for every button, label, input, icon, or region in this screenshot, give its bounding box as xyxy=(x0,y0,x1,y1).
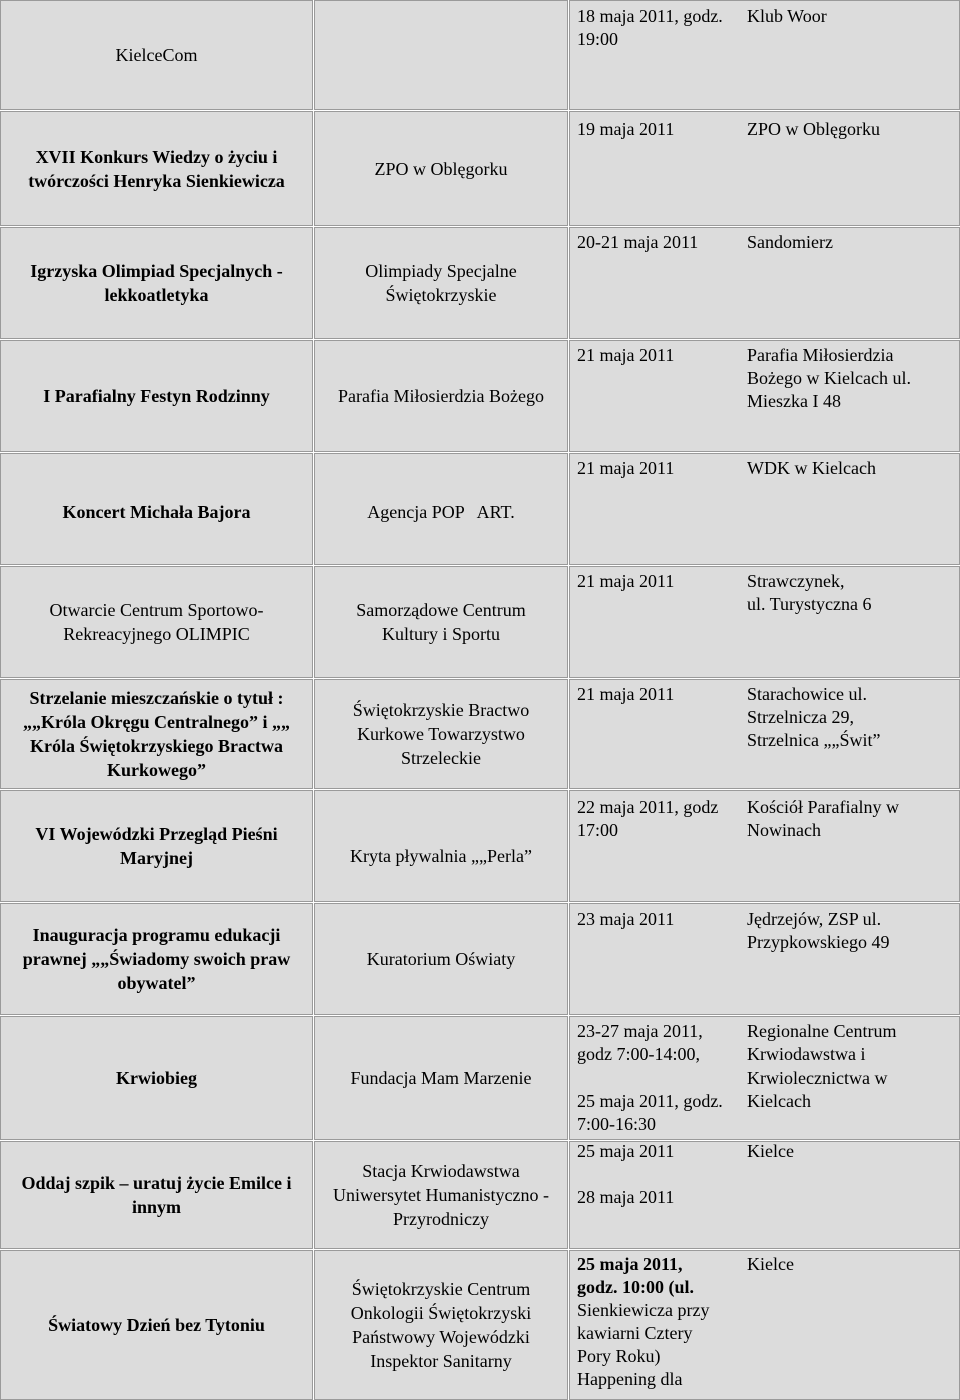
event-name-cell xyxy=(0,679,313,789)
date-place-cell xyxy=(569,340,960,452)
event-date-line: 25 maja 2011 xyxy=(577,1141,675,1161)
event-name: KielceCom xyxy=(115,45,198,65)
event-date-line: 23-27 maja 2011, xyxy=(577,1021,703,1041)
event-name-cell xyxy=(0,790,313,902)
date-place-cell xyxy=(569,903,960,1015)
event-place-line: Mieszka I 48 xyxy=(747,391,841,411)
organizer-cell xyxy=(314,0,568,110)
event-date-line: godz. 10:00 (ul. xyxy=(577,1277,694,1297)
event-organizer: Stacja Krwiodawstwa Uniwersytet Humanistyczno - Przyrodniczy xyxy=(333,1161,549,1229)
event-place-line: Jędrzejów, ZSP ul. xyxy=(747,909,882,929)
organizer-cell xyxy=(314,790,568,902)
event-name-cell xyxy=(0,1141,313,1249)
event-name-cell xyxy=(0,1250,313,1400)
event-name: Strzelanie mieszczańskie o tytuł : „„Króla Okręgu Centralnego” i „„ Króla Świętokrzyskiego Bractwa Kurkowego” xyxy=(23,688,290,780)
organizer-cell xyxy=(314,1250,568,1400)
organizer-cell xyxy=(314,227,568,339)
event-place-line: ZPO w Oblęgorku xyxy=(747,119,880,139)
organizer-cell xyxy=(314,1016,568,1140)
date-place-cell xyxy=(569,227,960,339)
event-name-cell xyxy=(0,453,313,565)
event-name: Koncert Michała Bajora xyxy=(62,502,251,522)
event-organizer: Kuratorium Oświaty xyxy=(366,949,516,969)
event-organizer: Parafia Miłosierdzia Bożego xyxy=(338,386,544,406)
event-name-cell xyxy=(0,340,313,452)
date-place-cell xyxy=(569,1250,960,1400)
event-date-line: Sienkiewicza przy xyxy=(577,1300,710,1320)
event-place-line: Krwiolecznictwa w xyxy=(747,1068,888,1088)
event-place-line: Kielcach xyxy=(747,1091,811,1111)
organizer-cell xyxy=(314,1141,568,1249)
event-organizer: Agencja POP ART. xyxy=(367,502,515,522)
event-name: Igrzyska Olimpiad Specjalnych - lekkoatletyka xyxy=(30,261,283,305)
event-date-line: 18 maja 2011, godz. xyxy=(577,6,723,26)
event-name-cell xyxy=(0,903,313,1015)
event-date-line: 20-21 maja 2011 xyxy=(577,232,699,252)
event-organizer: ZPO w Oblęgorku xyxy=(374,158,508,179)
organizer-cell xyxy=(314,340,568,452)
event-organizer: Kryta pływalnia „„Perla” xyxy=(350,846,532,866)
event-date-line: 19:00 xyxy=(577,29,619,49)
event-name: Otwarcie Centrum Sportowo-Rekreacyjnego OLIMPIC xyxy=(49,600,264,644)
event-date-line: godz 7:00-14:00, xyxy=(577,1044,700,1064)
event-date-line: 21 maja 2011 xyxy=(577,458,675,478)
event-date-line: 7:00-16:30 xyxy=(577,1114,656,1134)
event-place-line: Krwiodawstwa i xyxy=(747,1044,866,1064)
event-date-line: 25 maja 2011, xyxy=(577,1254,683,1274)
event-place-line: Regionalne Centrum xyxy=(747,1021,897,1041)
event-place-line: Klub Woor xyxy=(747,6,827,26)
event-place-line: Strzelnicza 29, xyxy=(747,707,854,727)
event-place-line: Kielce xyxy=(747,1141,794,1161)
event-name-cell xyxy=(0,566,313,678)
event-place-line: Parafia Miłosierdzia xyxy=(747,345,894,365)
event-place-line: Przypkowskiego 49 xyxy=(747,932,890,952)
event-organizer: Samorządowe Centrum Kultury i Sportu xyxy=(356,600,526,644)
date-place-cell xyxy=(569,790,960,902)
event-place-line: Starachowice ul. xyxy=(747,684,867,704)
event-organizer: Fundacja Mam Marzenie xyxy=(350,1068,532,1088)
event-date-line: Happening dla xyxy=(577,1369,683,1389)
organizer-cell xyxy=(314,111,568,226)
organizer-cell xyxy=(314,679,568,789)
event-date-line: 25 maja 2011, godz. xyxy=(577,1091,723,1111)
event-place-line: Strzelnica „„Świt” xyxy=(747,730,881,750)
event-name: Światowy Dzień bez Tytoniu xyxy=(48,1315,265,1335)
date-place-cell xyxy=(569,1016,960,1140)
event-name: VI Wojewódzki Przegląd Pieśni Maryjnej xyxy=(35,824,278,868)
event-date-line: kawiarni Cztery xyxy=(577,1323,693,1343)
event-place-line: WDK w Kielcach xyxy=(747,458,876,478)
organizer-cell xyxy=(314,566,568,678)
event-name: Krwiobieg xyxy=(116,1068,197,1088)
date-place-cell xyxy=(569,0,960,110)
date-place-cell xyxy=(569,679,960,789)
date-place-cell xyxy=(569,566,960,678)
event-date-line: 17:00 xyxy=(577,820,619,840)
event-place-line: Sandomierz xyxy=(747,232,833,252)
event-date-line: 22 maja 2011, godz xyxy=(577,797,719,817)
organizer-cell xyxy=(314,903,568,1015)
event-date-line: 28 maja 2011 xyxy=(577,1187,675,1207)
event-date-line: 19 maja 2011 xyxy=(577,119,675,139)
event-name-cell xyxy=(0,227,313,339)
event-place-line: Kościół Parafialny w xyxy=(747,797,899,817)
event-name: I Parafialny Festyn Rodzinny xyxy=(43,386,270,406)
event-date-line: Pory Roku) xyxy=(577,1346,661,1366)
event-name-cell xyxy=(0,1016,313,1140)
event-date-line: 21 maja 2011 xyxy=(577,571,675,591)
date-place-cell xyxy=(569,111,960,226)
event-place-line: Kielce xyxy=(747,1254,794,1274)
event-date-line: 21 maja 2011 xyxy=(577,345,675,365)
event-place-line: ul. Turystyczna 6 xyxy=(747,594,872,614)
organizer-cell xyxy=(314,453,568,565)
event-name-cell xyxy=(0,111,313,226)
event-date-line: 21 maja 2011 xyxy=(577,684,675,704)
date-place-cell xyxy=(569,453,960,565)
event-place-line: Bożego w Kielcach ul. xyxy=(747,368,911,388)
event-place-line: Nowinach xyxy=(747,820,821,840)
date-place-cell xyxy=(569,1141,960,1249)
event-organizer: Świętokrzyskie Bractwo Kurkowe Towarzystwo Strzeleckie xyxy=(352,700,530,768)
event-organizer: Świętokrzyskie Centrum Onkologii Świętokrzyski Państwowy Wojewódzki Inspektor Sanitarny xyxy=(350,1279,532,1371)
event-name: XVII Konkurs Wiedzy o życiu i twórczości Henryka Sienkiewicza xyxy=(28,146,285,191)
event-name: Oddaj szpik – uratuj życie Emilce i innym xyxy=(21,1173,292,1217)
event-date-line: 23 maja 2011 xyxy=(577,909,675,929)
event-place-line: Strawczynek, xyxy=(747,571,845,591)
event-name: Inauguracja programu edukacji prawnej „„Świadomy swoich praw obywatel” xyxy=(22,925,291,993)
event-organizer: Olimpiady Specjalne Świętokrzyskie xyxy=(365,261,517,305)
event-name-cell xyxy=(0,0,313,110)
